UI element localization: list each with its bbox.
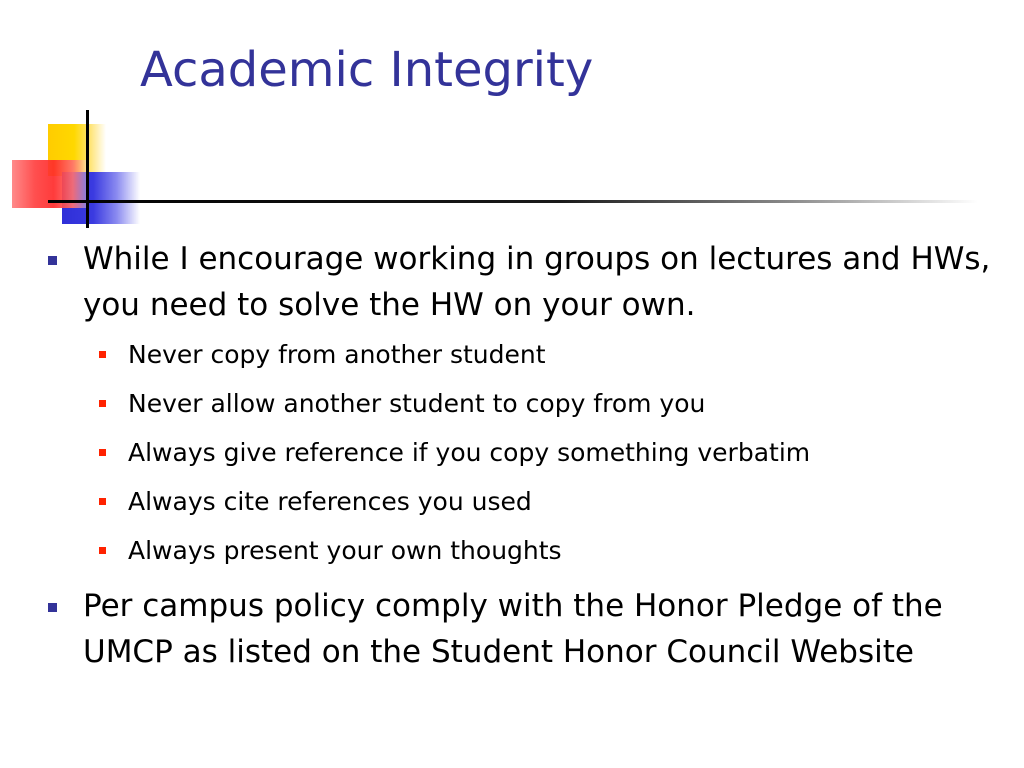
sub-bullet-text: Never copy from another student — [128, 340, 546, 369]
sub-bullet-item — [48, 428, 998, 477]
bullet-text: While I encourage working in groups on lectures and HWs, you need to solve the HW on your own. — [83, 241, 991, 323]
square-bullet-icon — [48, 256, 57, 265]
sub-bullet-text: Always cite references you used — [128, 487, 532, 516]
square-bullet-icon — [99, 498, 106, 505]
sub-bullet-text: Always present your own thoughts — [128, 536, 562, 565]
bullet-text: Per campus policy comply with the Honor Pledge of the UMCP as listed on the Student Honor Council Website — [83, 588, 943, 670]
square-bullet-icon — [99, 400, 106, 407]
sub-bullet-item — [48, 526, 998, 575]
sub-bullet-list — [48, 330, 998, 575]
sub-bullet-item — [48, 330, 998, 379]
bullet-item — [48, 236, 998, 328]
sub-bullet-item — [48, 379, 998, 428]
slide-title: Academic Integrity — [140, 42, 594, 98]
slide-body — [48, 236, 998, 675]
square-bullet-icon — [99, 351, 106, 358]
title-underline — [48, 200, 978, 203]
square-bullet-icon — [48, 603, 57, 612]
sub-bullet-text: Never allow another student to copy from you — [128, 389, 706, 418]
square-bullet-icon — [99, 547, 106, 554]
bullet-item — [48, 583, 998, 675]
sub-bullet-text: Always give reference if you copy something verbatim — [128, 438, 811, 467]
decorative-vertical-line — [86, 110, 89, 228]
sub-bullet-item — [48, 477, 998, 526]
square-bullet-icon — [99, 449, 106, 456]
